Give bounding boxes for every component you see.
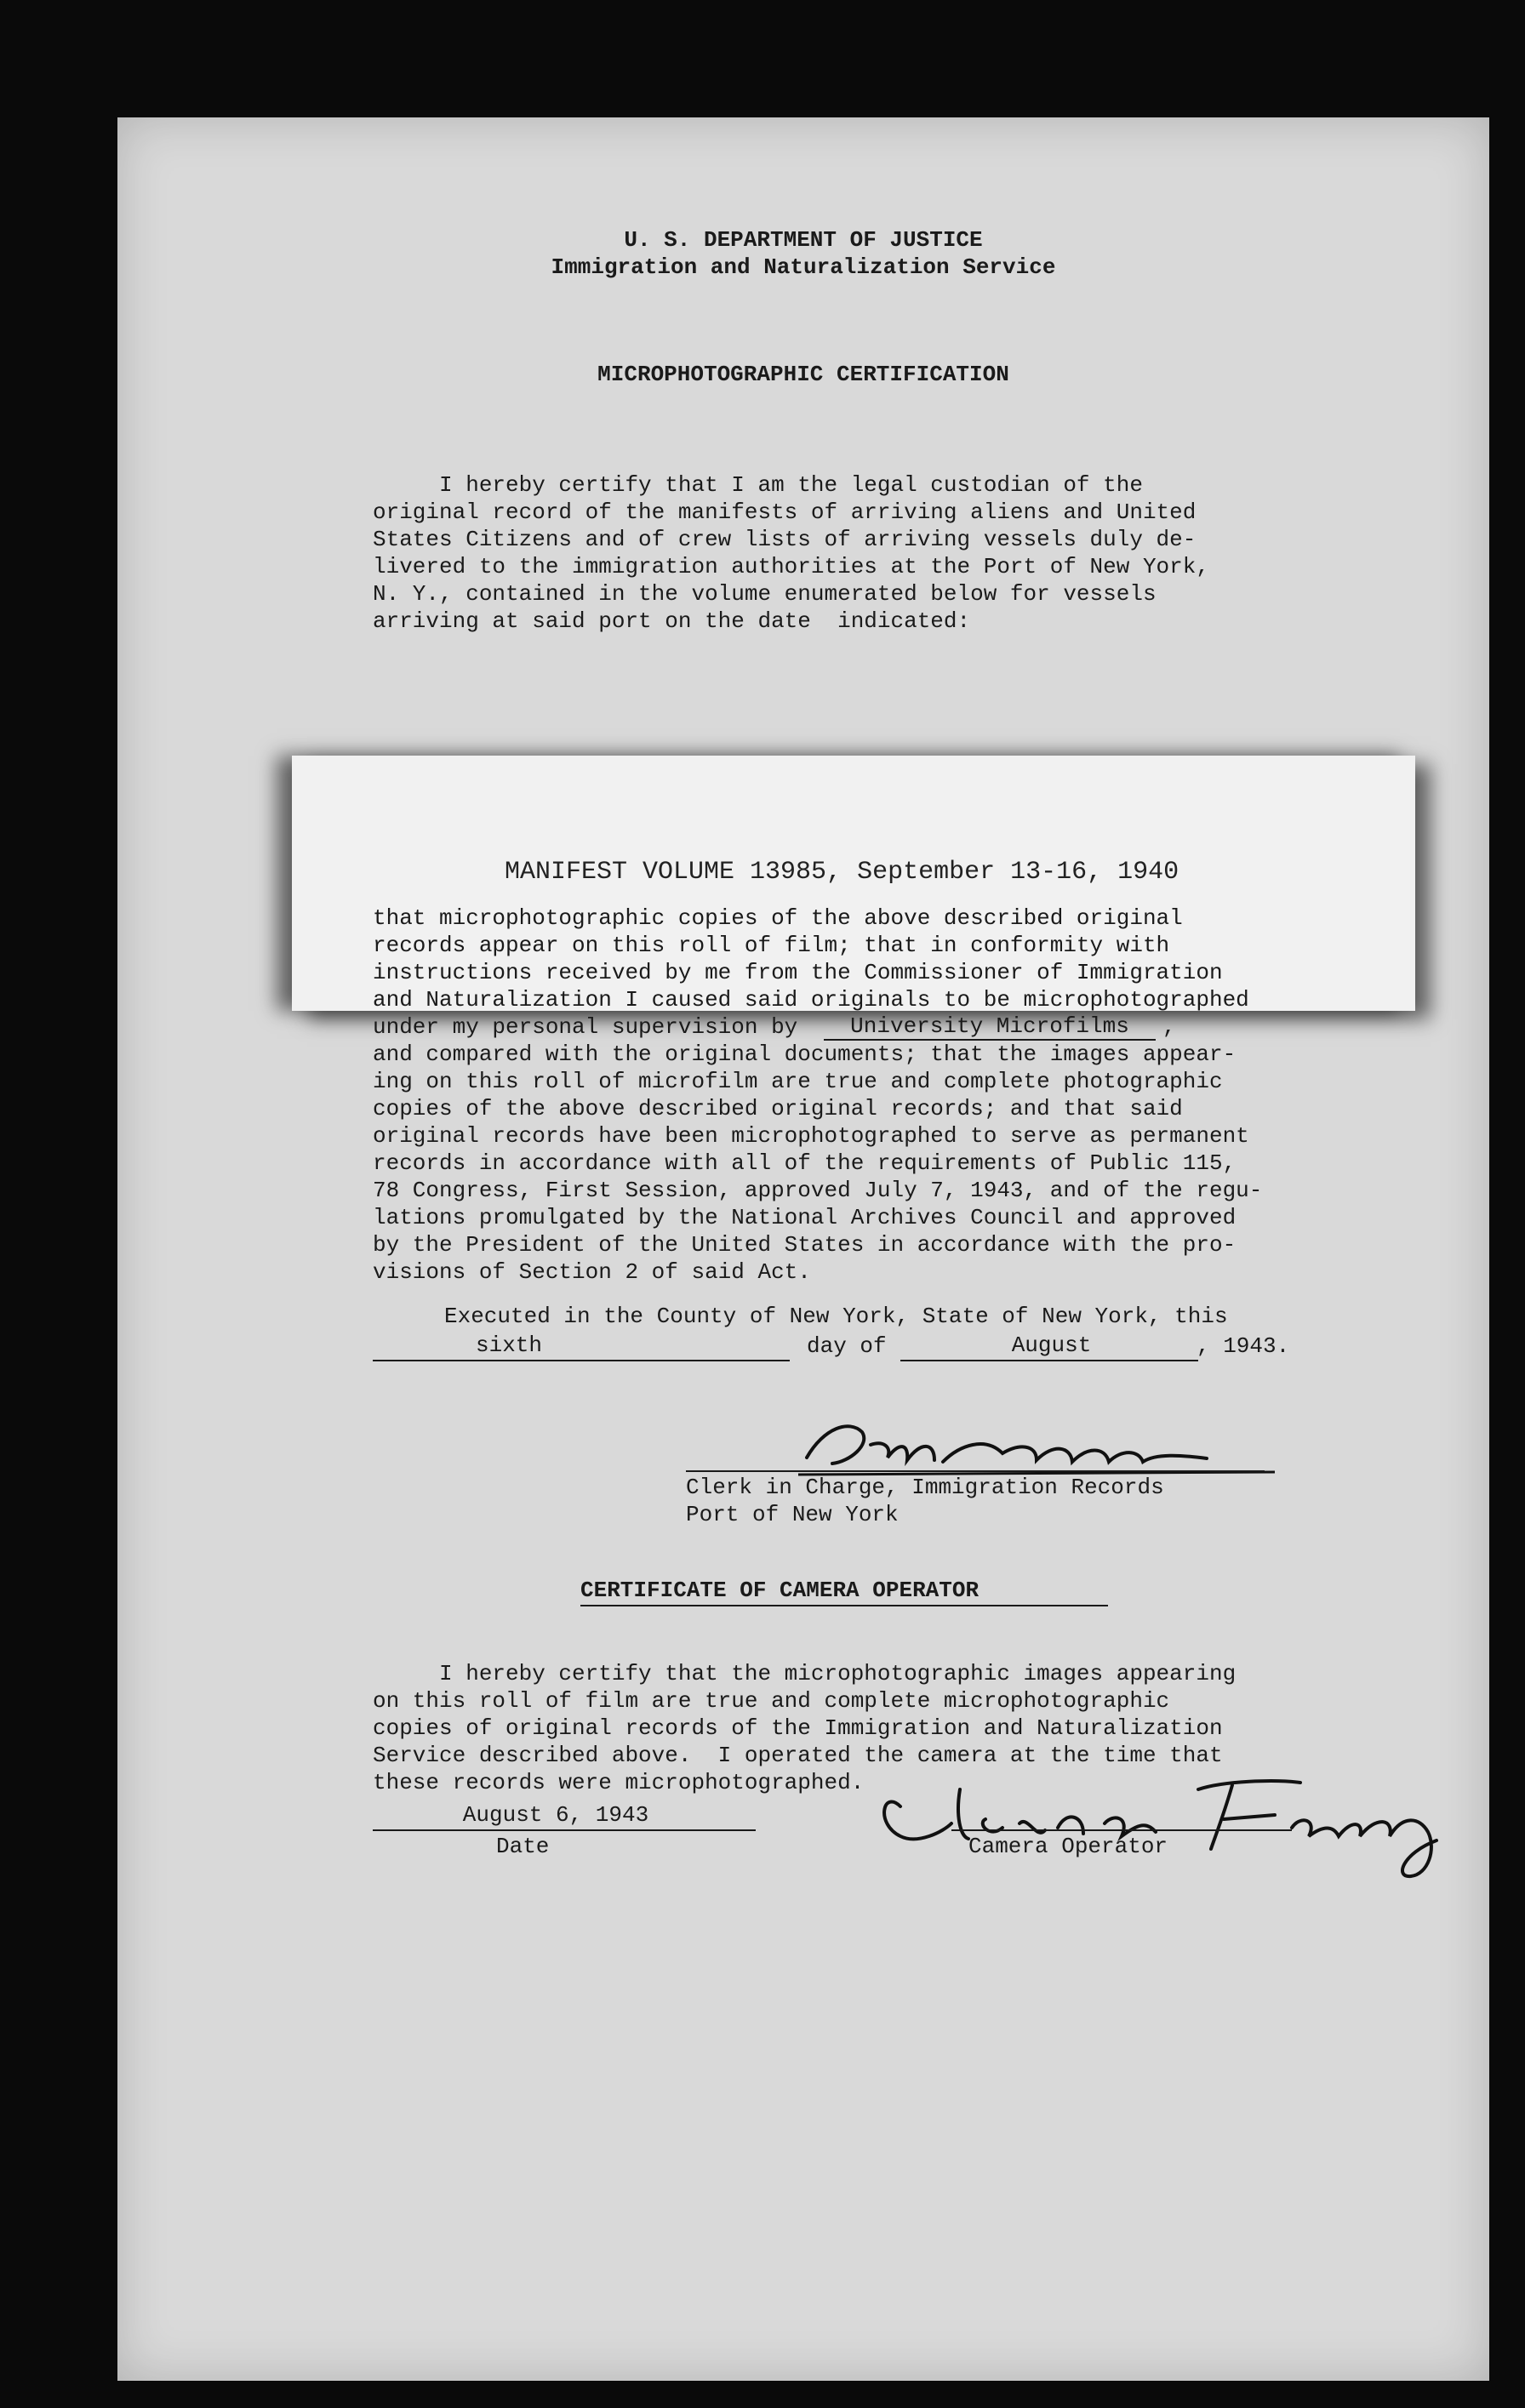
- intro-line: I hereby certify that I am the legal custodian of the: [373, 472, 1143, 498]
- operator-underline: [951, 1829, 1292, 1831]
- service-heading: Immigration and Naturalization Service: [551, 254, 1056, 280]
- month-value: August: [1011, 1332, 1092, 1358]
- date-underline: [373, 1829, 756, 1831]
- body-line: by the President of the United States in accordance with the pro-: [373, 1232, 1237, 1258]
- document-page: [117, 117, 1489, 2381]
- body-line: and Naturalization I caused said originals to be microphotographed: [373, 987, 1249, 1013]
- body-line: and compared with the original documents; that the images appear-: [373, 1041, 1237, 1067]
- camera-title-underline: [580, 1605, 1108, 1606]
- body-line: copies of the above described original records; and that said: [373, 1096, 1183, 1121]
- certification-title: MICROPHOTOGRAPHIC CERTIFICATION: [597, 362, 1009, 387]
- body-line: 78 Congress, First Session, approved July 7, 1943, and of the regu-: [373, 1178, 1263, 1203]
- supervisor-value: University Microfilms: [850, 1013, 1129, 1039]
- date-label: Date: [496, 1834, 550, 1859]
- supervisor-comma: ,: [1162, 1014, 1176, 1040]
- intro-line: original record of the manifests of arriving aliens and United: [373, 499, 1197, 525]
- day-value: sixth: [475, 1332, 542, 1358]
- clerk-title: Clerk in Charge, Immigration Records: [686, 1475, 1164, 1500]
- camera-line: copies of original records of the Immigration and Naturalization: [373, 1715, 1223, 1741]
- body-line: under my personal supervision by: [373, 1014, 798, 1040]
- intro-line: States Citizens and of crew lists of arriving vessels duly de-: [373, 527, 1197, 552]
- body-line: lations promulgated by the National Archives Council and approved: [373, 1205, 1237, 1230]
- year-text: , 1943.: [1197, 1333, 1290, 1359]
- body-line: ing on this roll of microfilm are true and complete photographic: [373, 1069, 1223, 1094]
- manifest-volume-text: MANIFEST VOLUME 13985, September 13-16, 1940: [505, 858, 1179, 887]
- day-of-text: day of: [807, 1333, 887, 1359]
- date-value: August 6, 1943: [462, 1802, 649, 1828]
- camera-line: Service described above. I operated the camera at the time that: [373, 1743, 1223, 1768]
- operator-label: Camera Operator: [968, 1834, 1168, 1859]
- body-line: records in accordance with all of the requirements of Public 115,: [373, 1150, 1237, 1176]
- body-line: records appear on this roll of film; that in conformity with: [373, 933, 1170, 958]
- executed-line: Executed in the County of New York, State of New York, this: [444, 1304, 1228, 1329]
- body-line: original records have been microphotographed to serve as permanent: [373, 1123, 1249, 1149]
- clerk-port: Port of New York: [686, 1502, 899, 1527]
- supervisor-underline: [824, 1039, 1156, 1041]
- month-underline: [900, 1360, 1198, 1361]
- department-heading: U. S. DEPARTMENT OF JUSTICE: [624, 227, 983, 253]
- intro-line: arriving at said port on the date indicated:: [373, 608, 971, 634]
- intro-line: N. Y., contained in the volume enumerated below for vessels: [373, 581, 1157, 607]
- camera-line: I hereby certify that the microphotographic images appearing: [373, 1661, 1237, 1686]
- camera-line: on this roll of film are true and complete microphotographic: [373, 1688, 1170, 1714]
- body-line: instructions received by me from the Commissioner of Immigration: [373, 960, 1223, 985]
- intro-line: livered to the immigration authorities at the Port of New York,: [373, 554, 1209, 579]
- day-underline: [373, 1360, 790, 1361]
- body-line: that microphotographic copies of the above described original: [373, 905, 1183, 931]
- camera-operator-signature: [849, 1755, 1462, 1883]
- body-line: visions of Section 2 of said Act.: [373, 1259, 811, 1285]
- camera-operator-title: CERTIFICATE OF CAMERA OPERATOR: [580, 1578, 980, 1603]
- camera-line: these records were microphotographed.: [373, 1770, 865, 1795]
- clerk-underline: [686, 1470, 1265, 1472]
